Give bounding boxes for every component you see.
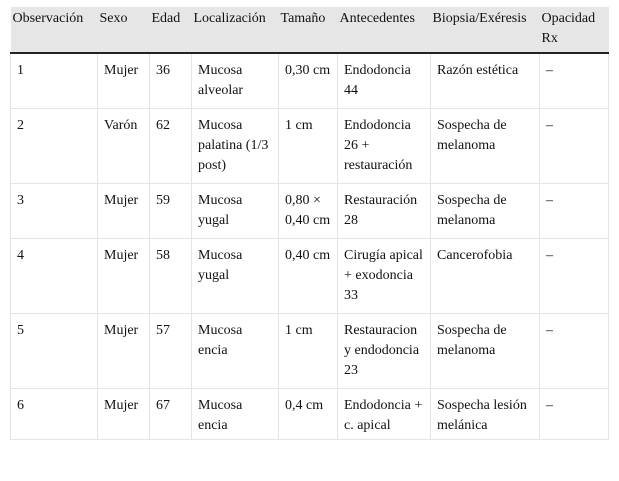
cell-tamano: 0,80 × 0,40 cm [279,184,338,239]
cell-observacion: 6 [11,389,98,440]
table-row [11,239,609,314]
cell-tamano: 1 cm [279,109,338,184]
cell-antecedentes: Restauración 28 [338,184,431,239]
cell-observacion: 3 [11,184,98,239]
cell-opacidad: – [540,389,609,440]
cell-edad: 59 [150,184,192,239]
header-cell-tamano: Tamaño [279,7,338,53]
cell-antecedentes: Restauracion y endodoncia 23 [338,314,431,389]
cell-edad: 67 [150,389,192,440]
cell-antecedentes: Cirugía apical + exodoncia 33 [338,239,431,314]
cell-biopsia: Sospecha de melanoma [431,109,540,184]
cell-antecedentes: Endodoncia 44 [338,53,431,109]
cell-opacidad: – [540,184,609,239]
table-row [11,389,609,440]
cell-opacidad: – [540,53,609,109]
cell-edad: 57 [150,314,192,389]
header-cell-sexo: Sexo [98,7,150,53]
cell-observacion: 1 [11,53,98,109]
cell-biopsia: Sospecha de melanoma [431,184,540,239]
cell-localizacion: Mucosa yugal [192,184,279,239]
header-cell-biopsia: Biopsia/Exéresis [431,7,540,53]
table-container [10,7,608,440]
cell-edad: 62 [150,109,192,184]
cell-tamano: 0,4 cm [279,389,338,440]
cell-edad: 58 [150,239,192,314]
cell-biopsia: Razón estética [431,53,540,109]
table-row [11,53,609,109]
cell-antecedentes: Endodoncia 26 + restauración [338,109,431,184]
cell-opacidad: – [540,239,609,314]
header-cell-antecedentes: Antecedentes [338,7,431,53]
cell-observacion: 2 [11,109,98,184]
cell-opacidad: – [540,109,609,184]
cell-localizacion: Mucosa encia [192,389,279,440]
cell-sexo: Mujer [98,239,150,314]
cell-localizacion: Mucosa palatina (1/3 post) [192,109,279,184]
cell-sexo: Mujer [98,53,150,109]
cell-sexo: Mujer [98,389,150,440]
cell-localizacion: Mucosa encia [192,314,279,389]
header-cell-localizacion: Localización [192,7,279,53]
cell-biopsia: Sospecha de melanoma [431,314,540,389]
header-cell-observacion: Observación [11,7,98,53]
cell-sexo: Varón [98,109,150,184]
cell-sexo: Mujer [98,314,150,389]
cell-opacidad: – [540,314,609,389]
cell-antecedentes: Endodoncia + c. apical [338,389,431,440]
cell-tamano: 1 cm [279,314,338,389]
cell-edad: 36 [150,53,192,109]
cell-tamano: 0,30 cm [279,53,338,109]
cell-observacion: 5 [11,314,98,389]
header-row [11,7,609,53]
data-table [10,7,609,440]
table-row [11,314,609,389]
table-row [11,109,609,184]
cell-biopsia: Sospecha lesión melánica [431,389,540,440]
table-row [11,184,609,239]
header-cell-opacidad: Opacidad Rx [540,7,609,53]
header-cell-edad: Edad [150,7,192,53]
cell-localizacion: Mucosa alveolar [192,53,279,109]
cell-sexo: Mujer [98,184,150,239]
cell-biopsia: Cancerofobia [431,239,540,314]
cell-observacion: 4 [11,239,98,314]
cell-localizacion: Mucosa yugal [192,239,279,314]
cell-tamano: 0,40 cm [279,239,338,314]
